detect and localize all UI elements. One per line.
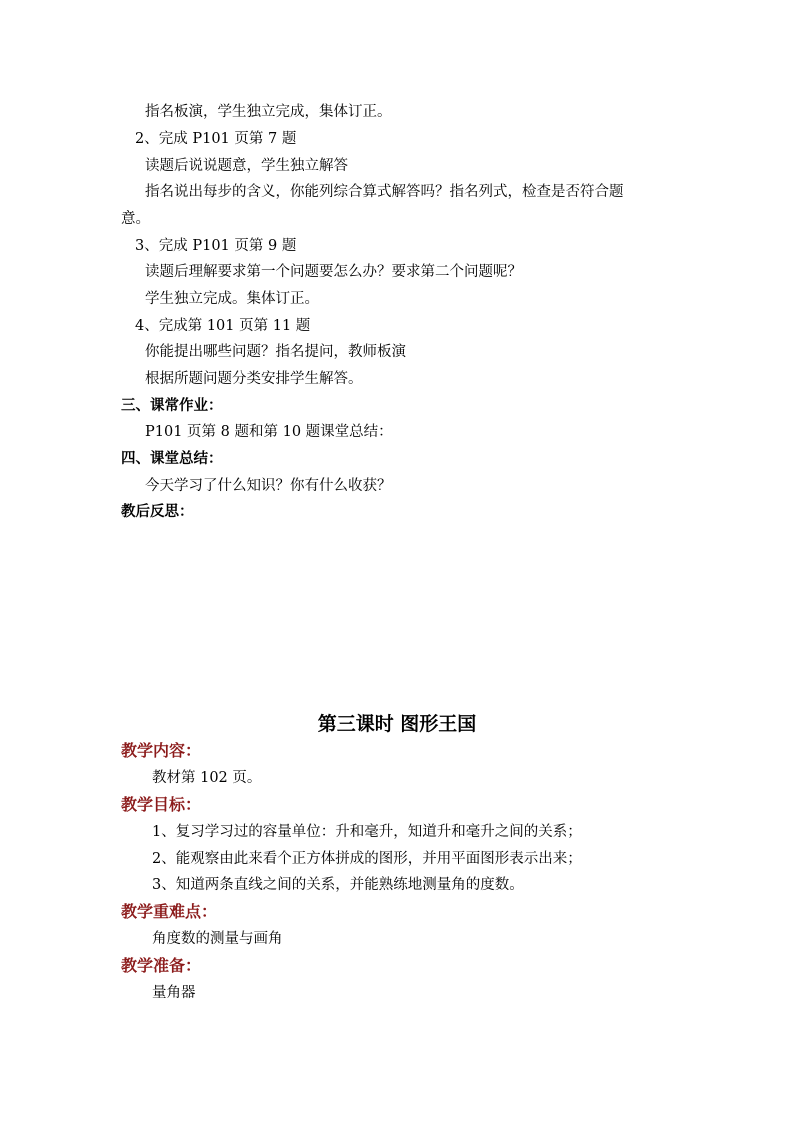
lesson-title: 第三课时 图形王国 (317, 713, 477, 735)
text-line: 读题后说说题意，学生独立解答 (145, 158, 348, 174)
goal-item: 3、知道两条直线之间的关系，并能熟练地测量角的度数。 (152, 877, 524, 893)
goals-heading: 教学目标： (121, 795, 202, 814)
homework-text: P101 页第 8 题和第 10 题课堂总结： (145, 424, 393, 440)
difficulty-text: 角度数的测量与画角 (152, 931, 283, 947)
text-line: 你能提出哪些问题？指名提问，教师板演 (145, 344, 406, 360)
text-line: 指名说出每步的含义，你能列综合算式解答吗？指名列式，检查是否符合题 (145, 184, 624, 200)
text-line: 学生独立完成。集体订正。 (145, 291, 319, 307)
text-line: 指名板演，学生独立完成，集体订正。 (145, 104, 392, 120)
content-heading: 教学内容： (121, 741, 202, 760)
text-line: 4、完成第 101 页第 11 题 (135, 318, 311, 334)
difficulty-heading: 教学重难点： (121, 902, 218, 921)
homework-heading: 三、课常作业： (121, 397, 223, 414)
prep-text: 量角器 (152, 985, 196, 1001)
text-line: 意。 (121, 211, 150, 227)
goal-item: 2、能观察由此来看个正方体拼成的图形，并用平面图形表示出来； (152, 851, 582, 867)
content-text: 教材第 102 页。 (152, 770, 262, 786)
reflection-heading: 教后反思： (121, 503, 194, 520)
goal-item: 1、复习学习过的容量单位：升和毫升，知道升和毫升之间的关系； (152, 824, 582, 840)
text-line: 3、完成 P101 页第 9 题 (135, 238, 297, 254)
summary-text: 今天学习了什么知识？你有什么收获？ (145, 478, 392, 494)
summary-heading: 四、课堂总结： (121, 450, 223, 467)
text-line: 根据所题问题分类安排学生解答。 (145, 371, 363, 387)
text-line: 2、完成 P101 页第 7 题 (135, 131, 297, 147)
prep-heading: 教学准备： (121, 956, 202, 975)
text-line: 读题后理解要求第一个问题要怎么办？要求第二个问题呢？ (145, 264, 522, 280)
